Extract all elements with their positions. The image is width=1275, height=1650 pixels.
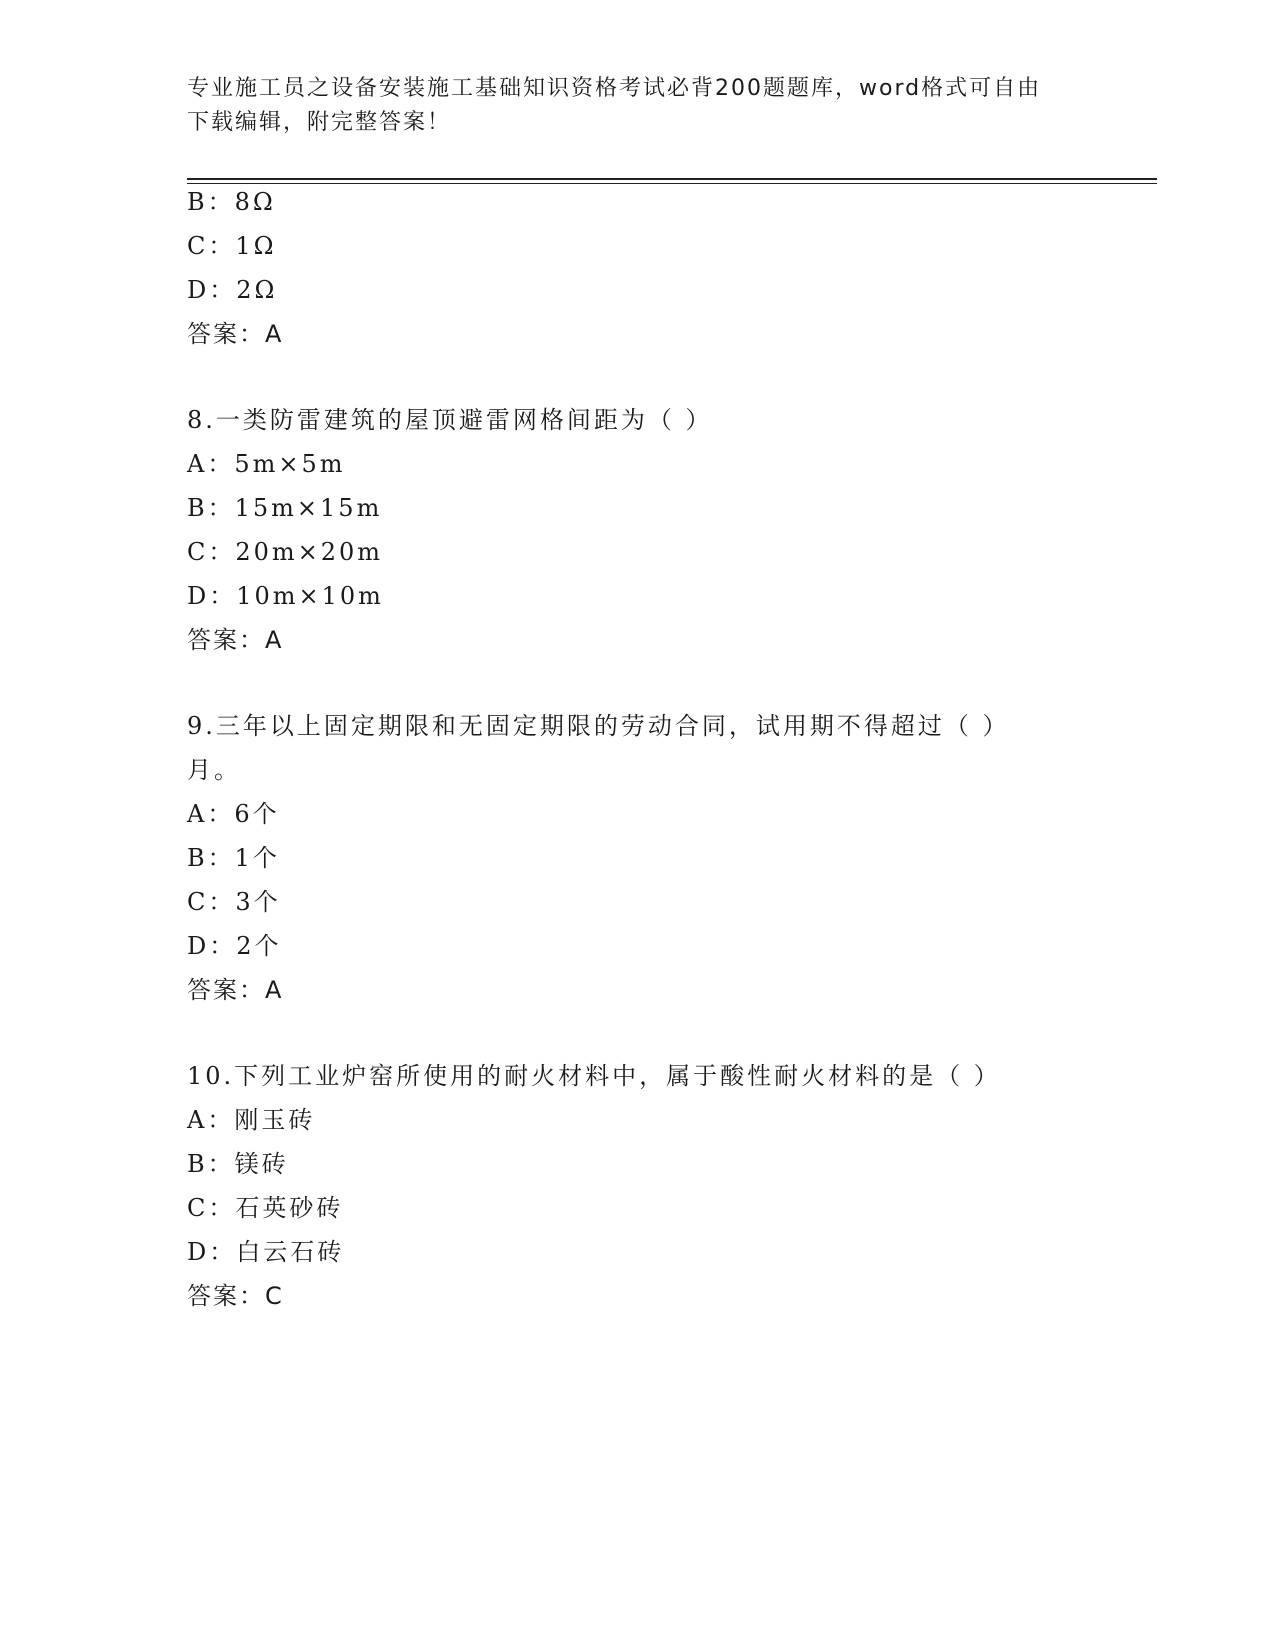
q10-option-c: C：石英砂砖: [187, 1194, 344, 1222]
q10-option-a: A：刚玉砖: [187, 1106, 316, 1134]
q10-question: 10.下列工业炉窑所使用的耐火材料中，属于酸性耐火材料的是（ ）: [187, 1062, 1001, 1090]
prev-option-d: D：2Ω: [187, 276, 278, 304]
prev-answer: 答案：A: [187, 320, 284, 348]
q8-option-b: B：15m×15m: [187, 494, 383, 522]
q8-answer: 答案：A: [187, 626, 284, 654]
prev-option-c: C：1Ω: [187, 232, 277, 260]
q10-option-b: B：镁砖: [187, 1150, 289, 1178]
q8-question: 8.一类防雷建筑的屋顶避雷网格间距为（ ）: [187, 406, 713, 434]
q9-option-c: C：3个: [187, 888, 281, 916]
q9-answer: 答案：A: [187, 976, 284, 1004]
header-line-2: 下载编辑，附完整答案！: [187, 110, 452, 135]
q9-question-line-1: 9.三年以上固定期限和无固定期限的劳动合同，试用期不得超过（ ）: [187, 712, 1010, 740]
q8-option-d: D：10m×10m: [187, 582, 384, 610]
q8-option-a: A：5m×5m: [187, 450, 346, 478]
header-divider: [187, 178, 1157, 180]
header-line-1: 专业施工员之设备安装施工基础知识资格考试必背200题题库，word格式可自由: [187, 76, 1042, 101]
q10-answer: 答案：C: [187, 1282, 284, 1310]
q9-option-a: A：6个: [187, 800, 280, 828]
q9-option-b: B：1个: [187, 844, 280, 872]
prev-option-b: B：8Ω: [187, 188, 276, 216]
q8-option-c: C：20m×20m: [187, 538, 384, 566]
q9-option-d: D：2个: [187, 932, 282, 960]
document-header: [187, 72, 1077, 140]
header-divider-thin: [187, 183, 1157, 184]
q9-question-line-2: 月。: [187, 756, 241, 784]
q10-option-d: D：白云石砖: [187, 1238, 345, 1266]
